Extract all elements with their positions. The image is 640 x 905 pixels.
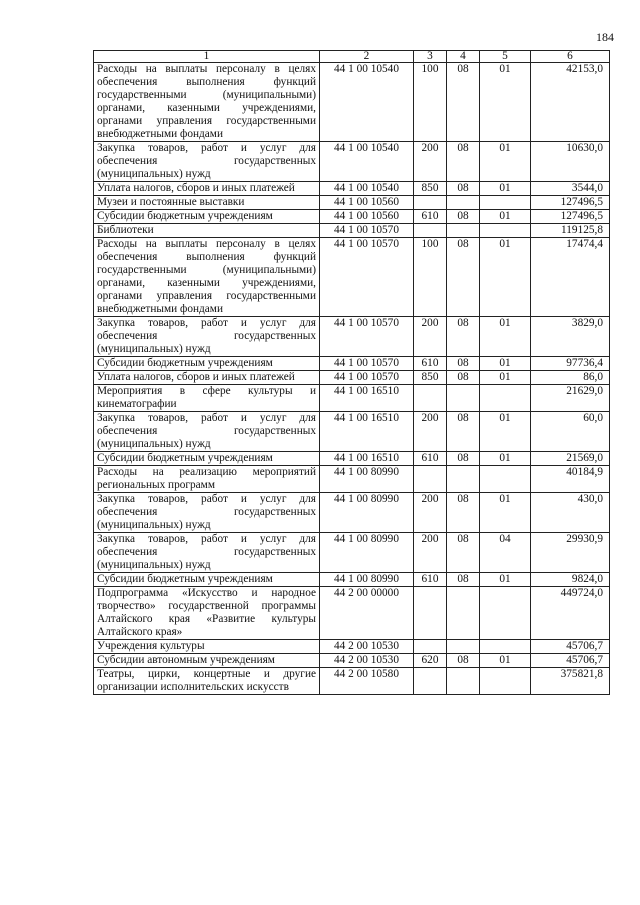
- row-section-cell: 08: [447, 63, 480, 142]
- row-subsection-cell: [480, 196, 531, 210]
- row-section-cell: [447, 668, 480, 695]
- row-expense-type-cell: 610: [414, 573, 447, 587]
- row-expense-type-cell: 850: [414, 182, 447, 196]
- header-col-4: 4: [447, 51, 480, 63]
- table-row: [94, 640, 610, 654]
- table-row: [94, 385, 610, 412]
- row-code-cell: 44 1 00 16510: [320, 385, 414, 412]
- row-code-cell: 44 1 00 10560: [320, 196, 414, 210]
- row-code-cell: 44 1 00 80990: [320, 533, 414, 573]
- row-section-cell: 08: [447, 412, 480, 452]
- row-section-cell: 08: [447, 317, 480, 357]
- table-row: [94, 210, 610, 224]
- row-code-cell: 44 1 00 10540: [320, 142, 414, 182]
- row-section-cell: [447, 224, 480, 238]
- table-row: [94, 224, 610, 238]
- row-amount-cell: 449724,0: [531, 587, 610, 640]
- row-name-cell: Учреждения культуры: [94, 640, 320, 654]
- row-subsection-cell: [480, 224, 531, 238]
- row-section-cell: 08: [447, 452, 480, 466]
- row-amount-cell: 119125,8: [531, 224, 610, 238]
- row-expense-type-cell: 200: [414, 493, 447, 533]
- table-row: [94, 533, 610, 573]
- row-amount-cell: 3829,0: [531, 317, 610, 357]
- row-name-cell: Расходы на реализацию мероприятий региональных программ: [94, 466, 320, 493]
- row-name-cell: Субсидии бюджетным учреждениям: [94, 573, 320, 587]
- row-expense-type-cell: 200: [414, 142, 447, 182]
- row-code-cell: 44 1 00 10560: [320, 210, 414, 224]
- row-name-cell: Закупка товаров, работ и услуг для обеспечения государственных (муниципальных) нужд: [94, 412, 320, 452]
- row-section-cell: 08: [447, 371, 480, 385]
- row-name-cell: Субсидии бюджетным учреждениям: [94, 210, 320, 224]
- row-amount-cell: 9824,0: [531, 573, 610, 587]
- row-name-cell: Уплата налогов, сборов и иных платежей: [94, 371, 320, 385]
- row-code-cell: 44 1 00 80990: [320, 466, 414, 493]
- row-section-cell: 08: [447, 210, 480, 224]
- header-col-1: 1: [94, 51, 320, 63]
- row-code-cell: 44 1 00 80990: [320, 573, 414, 587]
- header-col-2: 2: [320, 51, 414, 63]
- row-code-cell: 44 2 00 10580: [320, 668, 414, 695]
- row-name-cell: Субсидии автономным учреждениям: [94, 654, 320, 668]
- table-row: [94, 142, 610, 182]
- row-subsection-cell: 01: [480, 573, 531, 587]
- row-subsection-cell: 01: [480, 142, 531, 182]
- row-section-cell: [447, 587, 480, 640]
- row-subsection-cell: [480, 587, 531, 640]
- row-expense-type-cell: 610: [414, 357, 447, 371]
- row-section-cell: 08: [447, 573, 480, 587]
- row-section-cell: 08: [447, 493, 480, 533]
- row-section-cell: [447, 466, 480, 493]
- row-code-cell: 44 1 00 16510: [320, 452, 414, 466]
- table-row: [94, 654, 610, 668]
- row-subsection-cell: 01: [480, 317, 531, 357]
- table-row: [94, 466, 610, 493]
- row-name-cell: Субсидии бюджетным учреждениям: [94, 357, 320, 371]
- row-code-cell: 44 2 00 10530: [320, 654, 414, 668]
- row-section-cell: 08: [447, 654, 480, 668]
- row-amount-cell: 86,0: [531, 371, 610, 385]
- row-code-cell: 44 1 00 10570: [320, 371, 414, 385]
- row-subsection-cell: 01: [480, 654, 531, 668]
- row-expense-type-cell: 200: [414, 412, 447, 452]
- table-row: [94, 452, 610, 466]
- row-name-cell: Закупка товаров, работ и услуг для обеспечения государственных (муниципальных) нужд: [94, 533, 320, 573]
- row-code-cell: 44 1 00 16510: [320, 412, 414, 452]
- row-section-cell: [447, 196, 480, 210]
- row-subsection-cell: [480, 668, 531, 695]
- page-number: 184: [596, 30, 614, 44]
- row-name-cell: Расходы на выплаты персоналу в целях обеспечения выполнения функций государственными (муниципальными) органами, казенными учреждениями, органами управления государственными внебюджетными фондами: [94, 238, 320, 317]
- row-section-cell: 08: [447, 182, 480, 196]
- row-code-cell: 44 1 00 10570: [320, 224, 414, 238]
- row-amount-cell: 3544,0: [531, 182, 610, 196]
- row-amount-cell: 10630,0: [531, 142, 610, 182]
- table-row: [94, 668, 610, 695]
- row-amount-cell: 17474,4: [531, 238, 610, 317]
- table-row: [94, 371, 610, 385]
- row-expense-type-cell: [414, 466, 447, 493]
- table-row: [94, 182, 610, 196]
- row-section-cell: [447, 385, 480, 412]
- header-col-6: 6: [531, 51, 610, 63]
- table-row: [94, 63, 610, 142]
- row-expense-type-cell: [414, 640, 447, 654]
- row-code-cell: 44 1 00 10540: [320, 63, 414, 142]
- row-name-cell: Закупка товаров, работ и услуг для обеспечения государственных (муниципальных) нужд: [94, 142, 320, 182]
- row-subsection-cell: [480, 640, 531, 654]
- table-header-row: [94, 51, 610, 63]
- row-subsection-cell: 01: [480, 412, 531, 452]
- row-subsection-cell: [480, 466, 531, 493]
- row-name-cell: Закупка товаров, работ и услуг для обеспечения государственных (муниципальных) нужд: [94, 317, 320, 357]
- header-col-5: 5: [480, 51, 531, 63]
- table-row: [94, 587, 610, 640]
- row-amount-cell: 60,0: [531, 412, 610, 452]
- row-section-cell: 08: [447, 357, 480, 371]
- row-amount-cell: 29930,9: [531, 533, 610, 573]
- table-row: [94, 357, 610, 371]
- row-expense-type-cell: [414, 224, 447, 238]
- row-expense-type-cell: 610: [414, 210, 447, 224]
- row-amount-cell: 430,0: [531, 493, 610, 533]
- row-code-cell: 44 1 00 80990: [320, 493, 414, 533]
- row-section-cell: 08: [447, 533, 480, 573]
- row-code-cell: 44 1 00 10540: [320, 182, 414, 196]
- row-expense-type-cell: 100: [414, 63, 447, 142]
- row-amount-cell: 375821,8: [531, 668, 610, 695]
- row-amount-cell: 127496,5: [531, 196, 610, 210]
- row-amount-cell: 97736,4: [531, 357, 610, 371]
- row-code-cell: 44 2 00 00000: [320, 587, 414, 640]
- row-code-cell: 44 1 00 10570: [320, 317, 414, 357]
- row-name-cell: Расходы на выплаты персоналу в целях обеспечения выполнения функций государственными (муниципальными) органами, казенными учреждениями, органами управления государственными внебюджетными фондами: [94, 63, 320, 142]
- row-code-cell: 44 2 00 10530: [320, 640, 414, 654]
- row-expense-type-cell: 610: [414, 452, 447, 466]
- row-expense-type-cell: 200: [414, 317, 447, 357]
- budget-table: [93, 50, 610, 695]
- table-row: [94, 196, 610, 210]
- row-expense-type-cell: 200: [414, 533, 447, 573]
- row-subsection-cell: 01: [480, 210, 531, 224]
- row-subsection-cell: 01: [480, 63, 531, 142]
- row-subsection-cell: [480, 385, 531, 412]
- row-amount-cell: 45706,7: [531, 654, 610, 668]
- row-name-cell: Уплата налогов, сборов и иных платежей: [94, 182, 320, 196]
- row-section-cell: 08: [447, 142, 480, 182]
- row-expense-type-cell: 620: [414, 654, 447, 668]
- row-amount-cell: 40184,9: [531, 466, 610, 493]
- row-subsection-cell: 01: [480, 182, 531, 196]
- row-expense-type-cell: [414, 385, 447, 412]
- row-expense-type-cell: [414, 587, 447, 640]
- row-code-cell: 44 1 00 10570: [320, 357, 414, 371]
- row-name-cell: Музеи и постоянные выставки: [94, 196, 320, 210]
- row-name-cell: Подпрограмма «Искусство и народное творчество» государственной программы Алтайского края «Развитие культуры Алтайского края»: [94, 587, 320, 640]
- row-name-cell: Мероприятия в сфере культуры и кинематографии: [94, 385, 320, 412]
- row-subsection-cell: 01: [480, 357, 531, 371]
- row-amount-cell: 42153,0: [531, 63, 610, 142]
- row-section-cell: [447, 640, 480, 654]
- row-expense-type-cell: 100: [414, 238, 447, 317]
- row-code-cell: 44 1 00 10570: [320, 238, 414, 317]
- row-expense-type-cell: 850: [414, 371, 447, 385]
- row-amount-cell: 21629,0: [531, 385, 610, 412]
- row-section-cell: 08: [447, 238, 480, 317]
- table-row: [94, 573, 610, 587]
- table-row: [94, 317, 610, 357]
- row-expense-type-cell: [414, 668, 447, 695]
- row-subsection-cell: 01: [480, 452, 531, 466]
- row-expense-type-cell: [414, 196, 447, 210]
- row-name-cell: Закупка товаров, работ и услуг для обеспечения государственных (муниципальных) нужд: [94, 493, 320, 533]
- row-name-cell: Библиотеки: [94, 224, 320, 238]
- table-row: [94, 238, 610, 317]
- row-amount-cell: 45706,7: [531, 640, 610, 654]
- row-name-cell: Театры, цирки, концертные и другие организации исполнительских искусств: [94, 668, 320, 695]
- row-amount-cell: 21569,0: [531, 452, 610, 466]
- row-subsection-cell: 01: [480, 238, 531, 317]
- row-amount-cell: 127496,5: [531, 210, 610, 224]
- row-subsection-cell: 01: [480, 371, 531, 385]
- row-name-cell: Субсидии бюджетным учреждениям: [94, 452, 320, 466]
- table-row: [94, 412, 610, 452]
- header-col-3: 3: [414, 51, 447, 63]
- table-row: [94, 493, 610, 533]
- row-subsection-cell: 04: [480, 533, 531, 573]
- row-subsection-cell: 01: [480, 493, 531, 533]
